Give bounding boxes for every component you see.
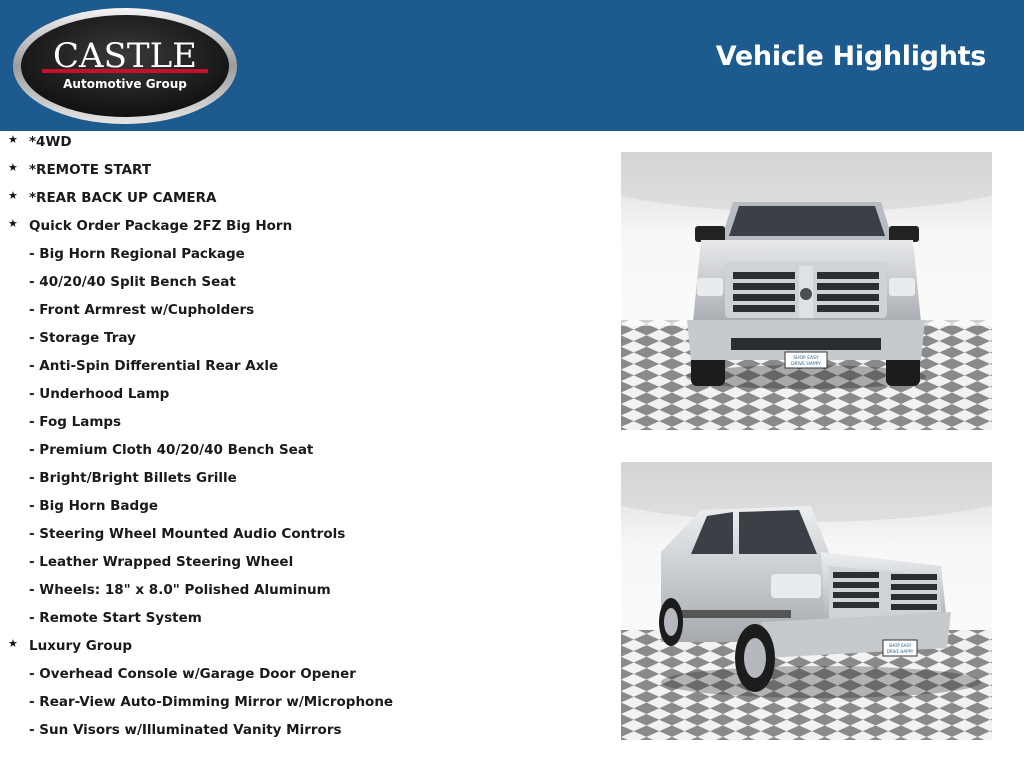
feature-item — [0, 439, 600, 467]
feature-item — [0, 131, 600, 159]
star-icon: ★ — [8, 161, 18, 174]
feature-item — [0, 635, 600, 663]
feature-text: - Big Horn Regional Package — [29, 246, 245, 262]
truck-angle-photo — [621, 462, 992, 740]
feature-text: - Overhead Console w/Garage Door Opener — [29, 666, 356, 682]
feature-item — [0, 691, 600, 719]
star-icon: ★ — [8, 637, 18, 650]
header-banner — [0, 0, 1024, 131]
feature-item — [0, 355, 600, 383]
feature-text: - Steering Wheel Mounted Audio Controls — [29, 526, 346, 542]
feature-item — [0, 579, 600, 607]
feature-item — [0, 215, 600, 243]
feature-item — [0, 523, 600, 551]
feature-item — [0, 551, 600, 579]
plate-text-1: SHOP EASY — [793, 356, 819, 361]
feature-item — [0, 411, 600, 439]
feature-text: - Remote Start System — [29, 610, 202, 626]
feature-text: - Anti-Spin Differential Rear Axle — [29, 358, 279, 374]
feature-text: Luxury Group — [29, 638, 132, 654]
feature-text: - Big Horn Badge — [29, 498, 159, 514]
feature-text: *REAR BACK UP CAMERA — [29, 190, 217, 206]
plate-text-4: DRIVE HAPPY — [886, 649, 914, 654]
feature-item — [0, 327, 600, 355]
feature-text: *REMOTE START — [29, 162, 152, 178]
feature-item — [0, 159, 600, 187]
star-icon: ★ — [8, 217, 18, 230]
feature-item — [0, 719, 600, 747]
feature-text: - Leather Wrapped Steering Wheel — [29, 554, 294, 570]
feature-text: - Wheels: 18" x 8.0" Polished Aluminum — [29, 582, 331, 598]
feature-text: - Rear-View Auto-Dimming Mirror w/Microphone — [29, 694, 394, 710]
star-icon: ★ — [8, 133, 18, 146]
page-title: Vehicle Highlights — [715, 41, 986, 72]
feature-text: - Premium Cloth 40/20/40 Bench Seat — [29, 442, 314, 458]
feature-item — [0, 271, 600, 299]
feature-text: - 40/20/40 Split Bench Seat — [29, 274, 236, 290]
plate-text-3: SHOP EASY — [888, 643, 912, 648]
feature-text: - Sun Visors w/Illuminated Vanity Mirrors — [29, 722, 342, 738]
feature-item — [0, 299, 600, 327]
feature-text: Quick Order Package 2FZ Big Horn — [29, 218, 293, 234]
feature-item — [0, 607, 600, 635]
feature-text: - Bright/Bright Billets Grille — [29, 470, 237, 486]
logo-wordmark: CASTLE — [53, 36, 197, 76]
feature-text: - Fog Lamps — [29, 414, 122, 430]
feature-item — [0, 467, 600, 495]
feature-text: *4WD — [29, 134, 72, 150]
truck-front-photo — [621, 152, 992, 430]
feature-item — [0, 243, 600, 271]
feature-item — [0, 495, 600, 523]
castle-logo — [12, 7, 238, 125]
feature-item — [0, 187, 600, 215]
feature-item — [0, 383, 600, 411]
feature-list — [0, 131, 600, 747]
feature-text: - Underhood Lamp — [29, 386, 170, 402]
feature-item — [0, 663, 600, 691]
logo-subtitle: Automotive Group — [63, 77, 187, 91]
feature-text: - Storage Tray — [29, 330, 136, 346]
plate-text-2: DRIVE HAPPY — [791, 362, 821, 367]
star-icon: ★ — [8, 189, 18, 202]
feature-text: - Front Armrest w/Cupholders — [29, 302, 255, 318]
